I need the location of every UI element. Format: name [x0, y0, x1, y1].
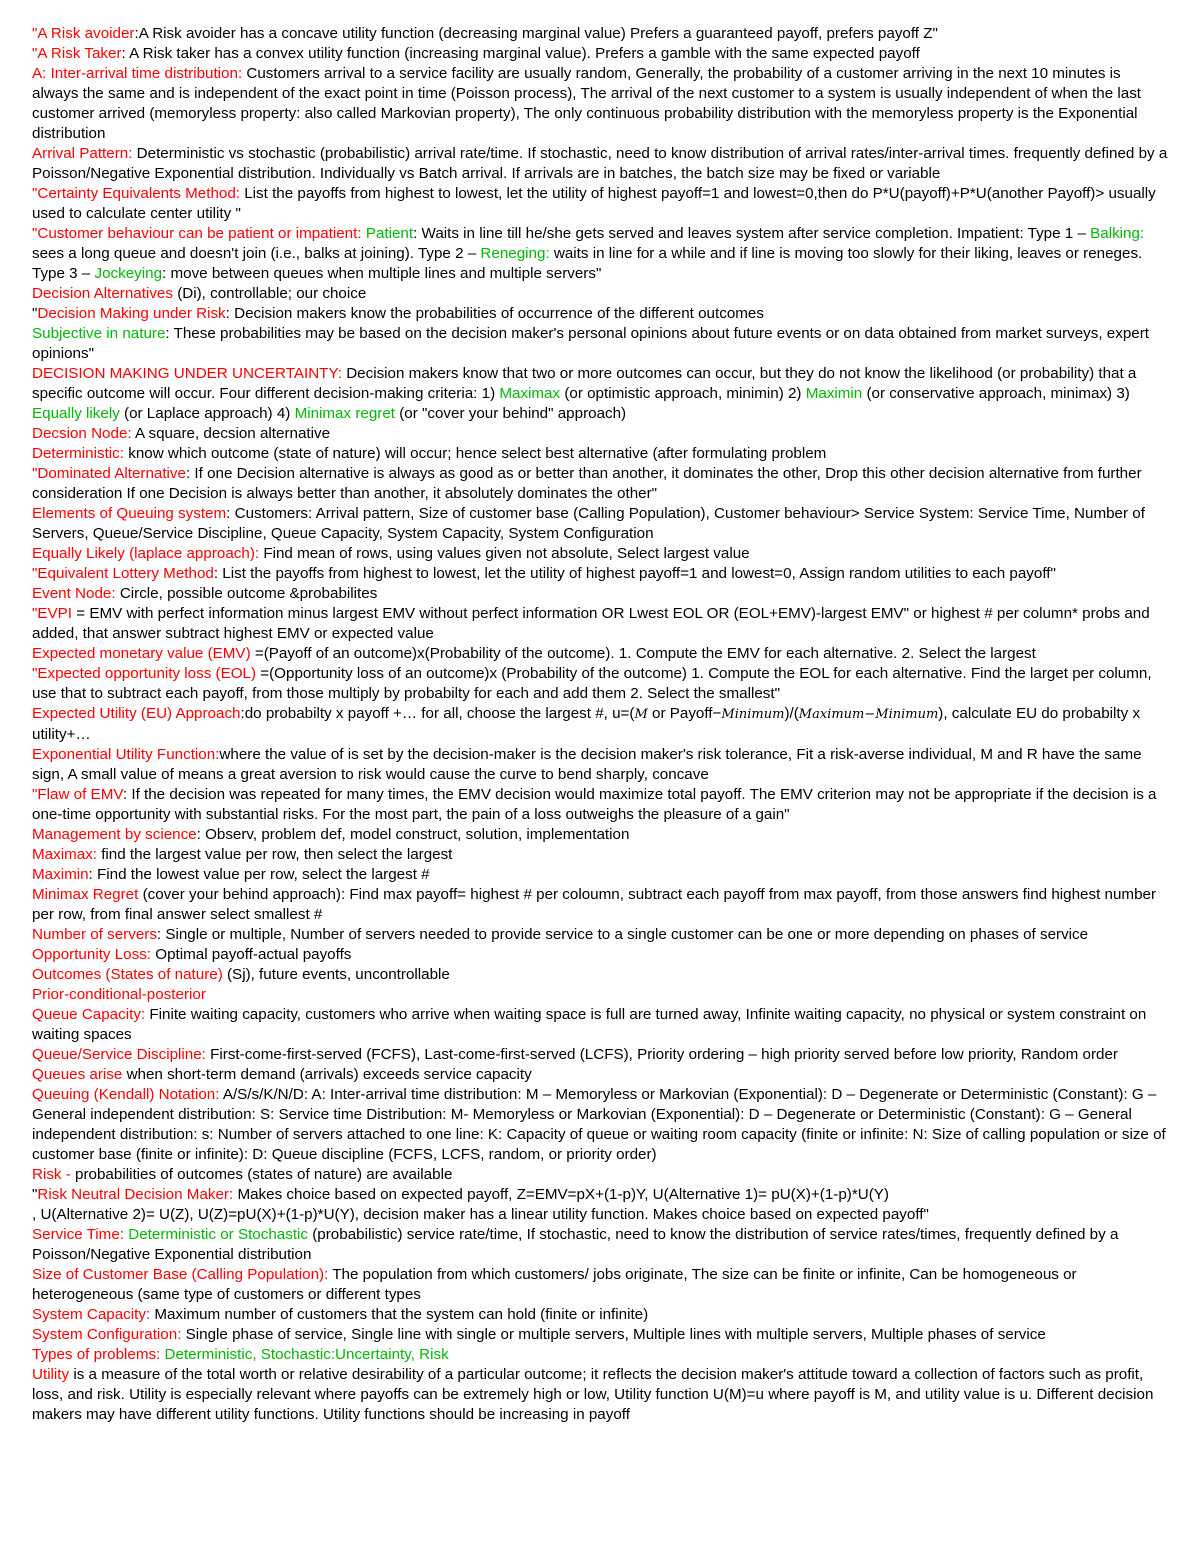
entry-decision-node — [32, 424, 1168, 444]
definition-text: know which outcome (state of nature) will occur; hence select best alternative (after formulating problem — [124, 445, 827, 462]
definition-text: or Payoff− — [647, 705, 722, 722]
subterm-label: Minimax regret — [294, 405, 395, 422]
subterm-label: Maximin — [805, 385, 863, 402]
definition-text: Circle, possible outcome &probabilites — [115, 585, 378, 602]
term-label: "Expected opportunity loss (EOL) — [32, 665, 257, 682]
entry-number-servers — [32, 925, 1168, 945]
definition-text: (or "cover your behind" approach) — [395, 405, 627, 422]
definition-text: probabilities of outcomes (states of nature) are available — [70, 1166, 453, 1183]
definition-text: Finite waiting capacity, customers who arrive when waiting space is full are turned away, Infinite waiting capacity, no physical or system constraint on waiting spaces — [32, 1006, 1147, 1043]
entry-decision-alternatives — [32, 284, 1168, 304]
definition-text: where the value of is set by the decision-maker is the decision maker's risk tolerance, Fit a risk-averse individual, M and R have the same sign, A small value of means a great aversion to risk would cause the curve to bend sharply, concave — [32, 746, 1142, 783]
entry-subjective-nature — [32, 324, 1168, 364]
term-label: Minimax Regret — [32, 886, 139, 903]
term-label: Queuing (Kendall) Notation: — [32, 1086, 220, 1103]
term-label: Decsion Node: — [32, 425, 132, 442]
formula-text: M — [634, 707, 648, 722]
entry-eol — [32, 664, 1168, 704]
definition-text: The population from which customers/ jobs originate, The size can be finite or infinite, Can be homogeneous or heterogeneous (same type of customers or different types — [32, 1266, 1077, 1303]
entry-utility — [32, 1365, 1168, 1425]
entry-flaw-emv — [32, 785, 1168, 825]
term-label: A: Inter-arrival time distribution: — [32, 65, 243, 82]
entry-customer-behaviour — [32, 224, 1168, 284]
definition-text: : If one Decision alternative is always as good as or better than another, it dominates the other, Drop this other decision alternative from further consideration If one Decision is always better than another, it absolutely dominates the other" — [32, 465, 1142, 502]
subterm-label: Deterministic, Stochastic:Uncertainty, Risk — [164, 1346, 449, 1363]
definition-text: waits in line for a while and if line is moving too slowly for their liking, leaves or reneges. Type 3 – — [32, 245, 1143, 282]
definition-text: (or conservative approach, minimax) 3) — [862, 385, 1130, 402]
entry-inter-arrival — [32, 64, 1168, 144]
definition-text: Optimal payoff-actual payoffs — [151, 946, 352, 963]
definition-text: : Decision makers know the probabilities of occurrence of the different outcomes — [225, 305, 764, 322]
entry-risk-avoider — [32, 24, 1168, 44]
entry-expected-utility — [32, 704, 1168, 745]
entry-event-node — [32, 584, 1168, 604]
entry-types-problems — [32, 1345, 1168, 1365]
term-label: DECISION MAKING UNDER UNCERTAINTY: — [32, 365, 342, 382]
entry-outcomes — [32, 965, 1168, 985]
subterm-label: Jockeying — [94, 265, 163, 282]
term-label: Maximax: — [32, 846, 97, 863]
definition-text: =(Payoff of an outcome)x(Probability of the outcome). 1. Compute the EMV for each alternative. 2. Select the largest — [250, 645, 1036, 662]
entry-maximax — [32, 845, 1168, 865]
definition-text: (Di), controllable; our choice — [172, 285, 367, 302]
definition-text: : A Risk taker has a convex utility function (increasing marginal value). Prefers a gamble with the same expected payoff — [121, 45, 920, 62]
definition-text: : These probabilities may be based on the decision maker's personal opinions about future events or on data obtained from market surveys, expert opinions" — [32, 325, 1150, 362]
term-label: "Customer behaviour can be patient or impatient: — [32, 225, 362, 242]
term-label: Expected monetary value (EMV) — [32, 645, 251, 662]
term-label: Risk - — [32, 1166, 71, 1183]
definition-text: when short-term demand (arrivals) exceeds service capacity — [122, 1066, 532, 1083]
entry-maximin — [32, 865, 1168, 885]
definition-text: = EMV with perfect information minus largest EMV without perfect information OR Lwest EOL OR (EOL+EMV)-largest EMV" or highest # per column* probs and added, that answer subtract highest EMV or expected value — [32, 605, 1150, 642]
entry-evpi — [32, 604, 1168, 644]
term-label: Risk Neutral Decision Maker: — [37, 1186, 234, 1203]
term-label: "Equivalent Lottery Method — [32, 565, 214, 582]
term-label: Number of servers — [32, 926, 157, 943]
definition-text: ), calculate EU do probabilty x utility+… — [32, 705, 1141, 743]
entry-risk-neutral — [32, 1185, 1168, 1225]
entry-certainty-equivalents — [32, 184, 1168, 224]
term-label: Event Node: — [32, 585, 116, 602]
entry-queues-arise — [32, 1065, 1168, 1085]
term-label: System Configuration: — [32, 1326, 182, 1343]
term-label: "EVPI — [32, 605, 73, 622]
definition-text: Makes choice based on expected payoff, Z=EMV=pX+(1-p)Y, U(Alternative 1)= pU(X)+(1-p)*U(Y) — [233, 1186, 889, 1203]
definition-text: : If the decision was repeated for many times, the EMV decision would maximize total payoff. The EMV criterion may not be appropriate if the decision is a one-time opportunity with substantial risks. For the most part, the pain of a loss outweighs the pleasure of a gain" — [32, 786, 1157, 823]
definition-text: :do probabilty x payoff +… for all, choose the largest #, u=( — [240, 705, 635, 722]
definition-text: A/S/s/K/N/D: A: Inter-arrival time distribution: M – Memoryless or Markovian (Exponential): D – Degenerate or Deterministic (Constant): G – General independent distribution: S: Service time Distribution: M- Memoryless or Markovian (Exponential): D – Degenerate or Deterministic (Constant): G – General independent distribution: s: Number of servers attached to one line: K: Capacity of queue or waiting room capacity (finite or infinite: N: Size of calling population or size of customer base (finite or infinite): D: Queue discipline (FCFS, LCFS, random, or priority order) — [32, 1086, 1166, 1163]
subterm-label: Balking: — [1090, 225, 1145, 242]
term-label: "A Risk avoider — [32, 25, 135, 42]
entry-kendall-notation — [32, 1085, 1168, 1165]
term-label: Opportunity Loss: — [32, 946, 152, 963]
term-label: Size of Customer Base (Calling Population): — [32, 1266, 329, 1283]
term-label: Management by science — [32, 826, 197, 843]
term-label: Exponential Utility Function: — [32, 746, 220, 763]
entry-opportunity-loss — [32, 945, 1168, 965]
definition-text: " — [32, 1186, 38, 1203]
definition-text: (cover your behind approach): Find max payoff= highest # per coloumn, subtract each payoff from max payoff, from those answers find highest number per row, from final answer select smallest # — [32, 886, 1157, 923]
entry-deterministic — [32, 444, 1168, 464]
definition-text: : Find the lowest value per row, select the largest # — [88, 866, 430, 883]
term-label: Service Time: — [32, 1226, 124, 1243]
formula-text: Maximum−Minimum — [798, 707, 939, 722]
entry-minimax-regret — [32, 885, 1168, 925]
definition-text: : move between queues when multiple lines and multiple servers" — [162, 265, 602, 282]
entry-exponential-utility — [32, 745, 1168, 785]
definition-text: Deterministic vs stochastic (probabilistic) arrival rate/time. If stochastic, need to know distribution of arrival rates/inter-arrival times. frequently defined by a Poisson/Negative Exponential distribution. Individually vs Batch arrival. If arrivals are in batches, the batch size may be fixed or variable — [32, 145, 1168, 182]
term-label: Types of problems: — [32, 1346, 161, 1363]
term-label: Maximin — [32, 866, 89, 883]
definition-text: :A Risk avoider has a concave utility function (decreasing marginal value) Prefers a guaranteed payoff, prefers payoff Z" — [134, 25, 938, 42]
entry-system-configuration — [32, 1325, 1168, 1345]
term-label: "A Risk Taker — [32, 45, 122, 62]
term-label: Prior-conditional-posterior — [32, 986, 206, 1003]
entry-decision-under-risk — [32, 304, 1168, 324]
subterm-label: Maximax — [499, 385, 561, 402]
document-body — [32, 24, 1168, 1425]
term-label: Equally Likely (laplace approach): — [32, 545, 260, 562]
term-label: Queue/Service Discipline: — [32, 1046, 206, 1063]
term-label: Utility — [32, 1366, 70, 1383]
entry-arrival-pattern — [32, 144, 1168, 184]
term-label: Deterministic: — [32, 445, 124, 462]
term-label: "Dominated Alternative — [32, 465, 186, 482]
entry-queue-discipline — [32, 1045, 1168, 1065]
entry-risk-taker — [32, 44, 1168, 64]
entry-service-time — [32, 1225, 1168, 1265]
term-label: Decision Alternatives — [32, 285, 173, 302]
entry-risk — [32, 1165, 1168, 1185]
definition-text: A square, decsion alternative — [131, 425, 331, 442]
entry-equally-likely — [32, 544, 1168, 564]
definition-text: sees a long queue and doesn't join (i.e., balks at joining). Type 2 – — [32, 245, 481, 262]
definition-text: , U(Alternative 2)= U(Z), U(Z)=pU(X)+(1-p)*U(Y), decision maker has a linear utility function. Makes choice based on expected payoff" — [32, 1206, 929, 1223]
definition-text: =(Opportunity loss of an outcome)x (Probability of the outcome) 1. Compute the EOL for each alternative. Find the larget per column, use that to subtract each payoff, from those multiply by probabilty for each and add them 2. Select the smallest" — [32, 665, 1152, 702]
term-label: Outcomes (States of nature) — [32, 966, 223, 983]
entry-customer-base — [32, 1265, 1168, 1305]
definition-text: Find mean of rows, using values given not absolute, Select largest value — [259, 545, 750, 562]
term-label: Decision Making under Risk — [37, 305, 226, 322]
subterm-label: Patient — [365, 225, 414, 242]
subterm-label: Deterministic or Stochastic — [128, 1226, 309, 1243]
entry-queue-capacity — [32, 1005, 1168, 1045]
definition-text: : List the payoffs from highest to lowest, let the utility of highest payoff=1 and lowest=0, Assign random utilities to each payoff" — [213, 565, 1056, 582]
subterm-label: Subjective in nature — [32, 325, 166, 342]
definition-text: : Customers: Arrival pattern, Size of customer base (Calling Population), Customer behaviour> Service System: Service Time, Number of Servers, Queue/Service Discipline, Queue Capacity, System Capacity, System Configuration — [32, 505, 1145, 542]
entry-emv — [32, 644, 1168, 664]
term-label: Elements of Queuing system — [32, 505, 227, 522]
definition-text: (Sj), future events, uncontrollable — [222, 966, 450, 983]
definition-text: is a measure of the total worth or relative desirability of a particular outcome; it reflects the decision maker's attitude toward a collection of factors such as profit, loss, and risk. Utility is especially relevant where payoffs can be extremely high or low, Utility function U(M)=u where payoff is M, and utility value is u. Different decision makers may have different utility functions. Utility functions should be increasing in payoff — [32, 1366, 1154, 1423]
entry-elements-queuing — [32, 504, 1168, 544]
definition-text: (or Laplace approach) 4) — [119, 405, 295, 422]
entry-prior-conditional — [32, 985, 1168, 1005]
definition-text: Decision makers know that two or more outcomes can occur, but they do not know the likelihood (or probability) that a specific outcome will occur. Four different decision-making criteria: 1) — [32, 365, 1137, 402]
definition-text: Maximum number of customers that the system can hold (finite or infinite) — [150, 1306, 649, 1323]
entry-decision-uncertainty — [32, 364, 1168, 424]
entry-equivalent-lottery — [32, 564, 1168, 584]
definition-text: (or optimistic approach, minimin) 2) — [560, 385, 806, 402]
term-label: Arrival Pattern: — [32, 145, 133, 162]
definition-text: : Single or multiple, Number of servers needed to provide service to a single customer can be one or more depending on phases of service — [156, 926, 1089, 943]
definition-text: (probabilistic) service rate/time, If stochastic, need to know the distribution of service rates/times, frequently defined by a Poisson/Negative Exponential distribution — [32, 1226, 1119, 1263]
term-label: "Flaw of EMV — [32, 786, 123, 803]
definition-text: Customers arrival to a service facility are usually random, Generally, the probability of a customer arriving in the next 10 minutes is always the same and is independent of the exact point in time (Poisson process), The arrival of the next customer to a system is usually independent of when the last customer arrived (memoryless property: also called Markovian property), The only continuous probability distribution with the memoryless property is the Exponential distribution — [32, 65, 1142, 142]
definition-text: : Observ, problem def, model construct, solution, implementation — [196, 826, 630, 843]
entry-system-capacity — [32, 1305, 1168, 1325]
definition-text: Single phase of service, Single line with single or multiple servers, Multiple lines with multiple servers, Multiple phases of service — [181, 1326, 1046, 1343]
term-label: Expected Utility (EU) Approach — [32, 705, 241, 722]
definition-text: " — [32, 305, 38, 322]
subterm-label: Reneging: — [480, 245, 550, 262]
formula-text: Minimum — [721, 707, 785, 722]
definition-text: find the largest value per row, then select the largest — [96, 846, 453, 863]
term-label: System Capacity: — [32, 1306, 151, 1323]
definition-text: List the payoffs from highest to lowest, let the utility of highest payoff=1 and lowest=0,then do P*U(payoff)+P*U(another Payoff)> usually used to calculate center utility " — [32, 185, 1156, 222]
entry-dominated-alternative — [32, 464, 1168, 504]
term-label: "Certainty Equivalents Method: — [32, 185, 245, 202]
entry-management-science — [32, 825, 1168, 845]
definition-text: : Waits in line till he/she gets served and leaves system after service completion. Impatient: Type 1 – — [413, 225, 1091, 242]
definition-text: )/( — [784, 705, 799, 722]
term-label: Queues arise — [32, 1066, 123, 1083]
subterm-label: Equally likely — [32, 405, 120, 422]
term-label: Queue Capacity: — [32, 1006, 146, 1023]
definition-text: First-come-first-served (FCFS), Last-come-first-served (LCFS), Priority ordering – high priority served before low priority, Random order — [205, 1046, 1118, 1063]
